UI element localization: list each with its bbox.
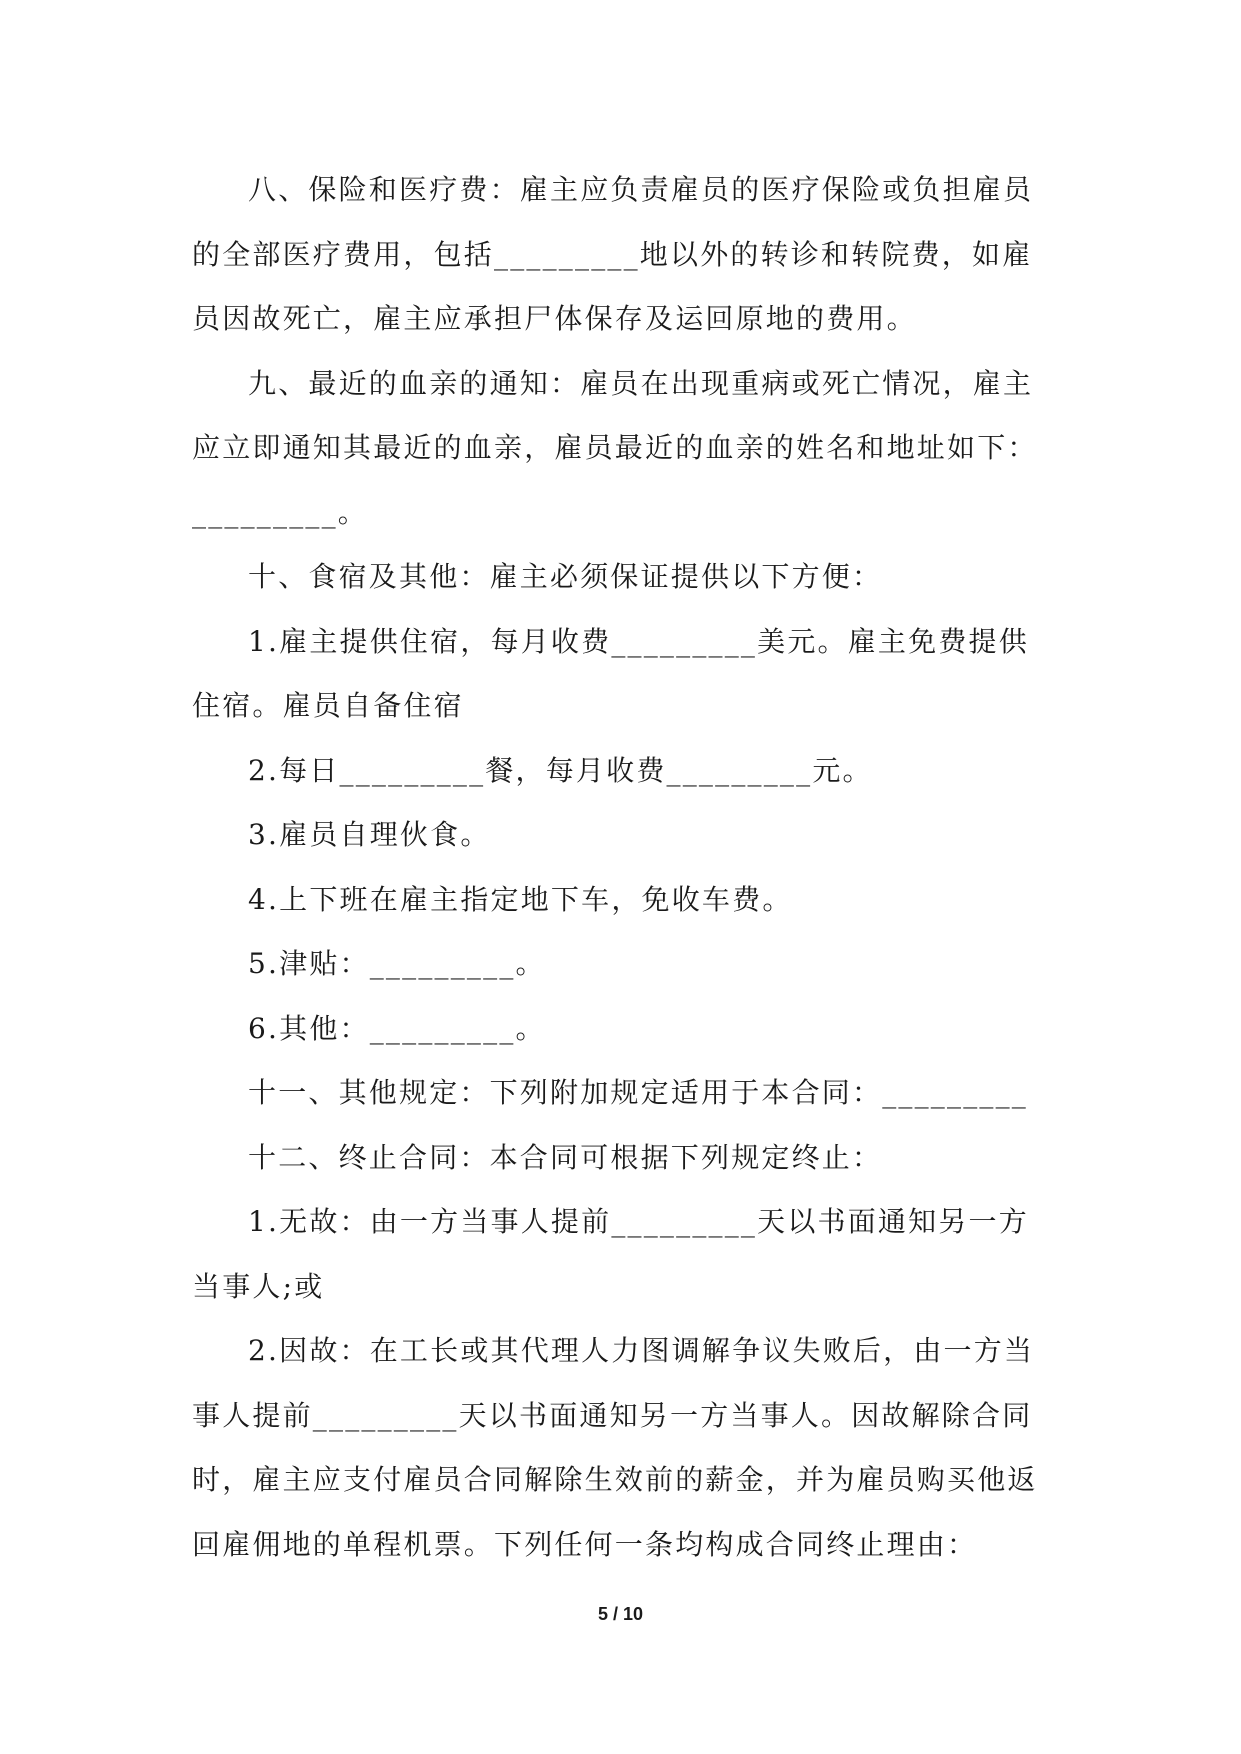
page-number: 5 / 10	[597, 1604, 644, 1624]
paragraph-line: 5.津贴：_________。	[248, 947, 546, 980]
paragraph-line: 回雇佣地的单程机票。下列任何一条均构成合同终止理由：	[192, 1527, 978, 1561]
paragraph-line: 九、最近的血亲的通知：雇员在出现重病或死亡情况，雇主	[248, 366, 1034, 400]
paragraph-line: 十二、终止合同：本合同可根据下列规定终止：	[248, 1140, 883, 1174]
paragraph-line: 6.其他：_________。	[248, 1011, 546, 1045]
paragraph-line: 员因故死亡，雇主应承担尸体保存及运回原地的费用。	[192, 302, 917, 335]
paragraph-line: 的全部医疗费用，包括_________地以外的转诊和转院费，如雇	[192, 237, 1033, 271]
paragraph-line: 1.雇主提供住宿，每月收费_________美元。雇主免费提供	[248, 624, 1029, 658]
paragraph-line: 住宿。雇员自备住宿	[192, 689, 464, 722]
paragraph-line: _________。	[192, 495, 369, 529]
paragraph-line: 十、食宿及其他：雇主必须保证提供以下方便：	[248, 560, 883, 593]
paragraph-line: 当事人;或	[192, 1269, 325, 1303]
paragraph-line: 事人提前_________天以书面通知另一方当事人。因故解除合同	[192, 1398, 1033, 1432]
paragraph-line: 2.每日_________餐，每月收费_________元。	[248, 753, 873, 787]
paragraph-line: 八、保险和医疗费：雇主应负责雇员的医疗保险或负担雇员	[248, 173, 1034, 206]
paragraph-line: 3.雇员自理伙食。	[248, 818, 491, 851]
paragraph-line: 1.无故：由一方当事人提前_________天以书面通知另一方	[248, 1205, 1029, 1238]
paragraph-line: 时，雇主应支付雇员合同解除生效前的薪金，并为雇员购买他返	[192, 1463, 1038, 1496]
paragraph-line: 4.上下班在雇主指定地下车，免收车费。	[248, 882, 793, 916]
paragraph-line: 十一、其他规定：下列附加规定适用于本合同：_________	[248, 1076, 1029, 1109]
document-body	[192, 158, 1052, 1577]
paragraph-line: 2.因故：在工长或其代理人力图调解争议失败后，由一方当	[248, 1334, 1035, 1367]
paragraph-line: 应立即通知其最近的血亲，雇员最近的血亲的姓名和地址如下：	[192, 431, 1038, 464]
